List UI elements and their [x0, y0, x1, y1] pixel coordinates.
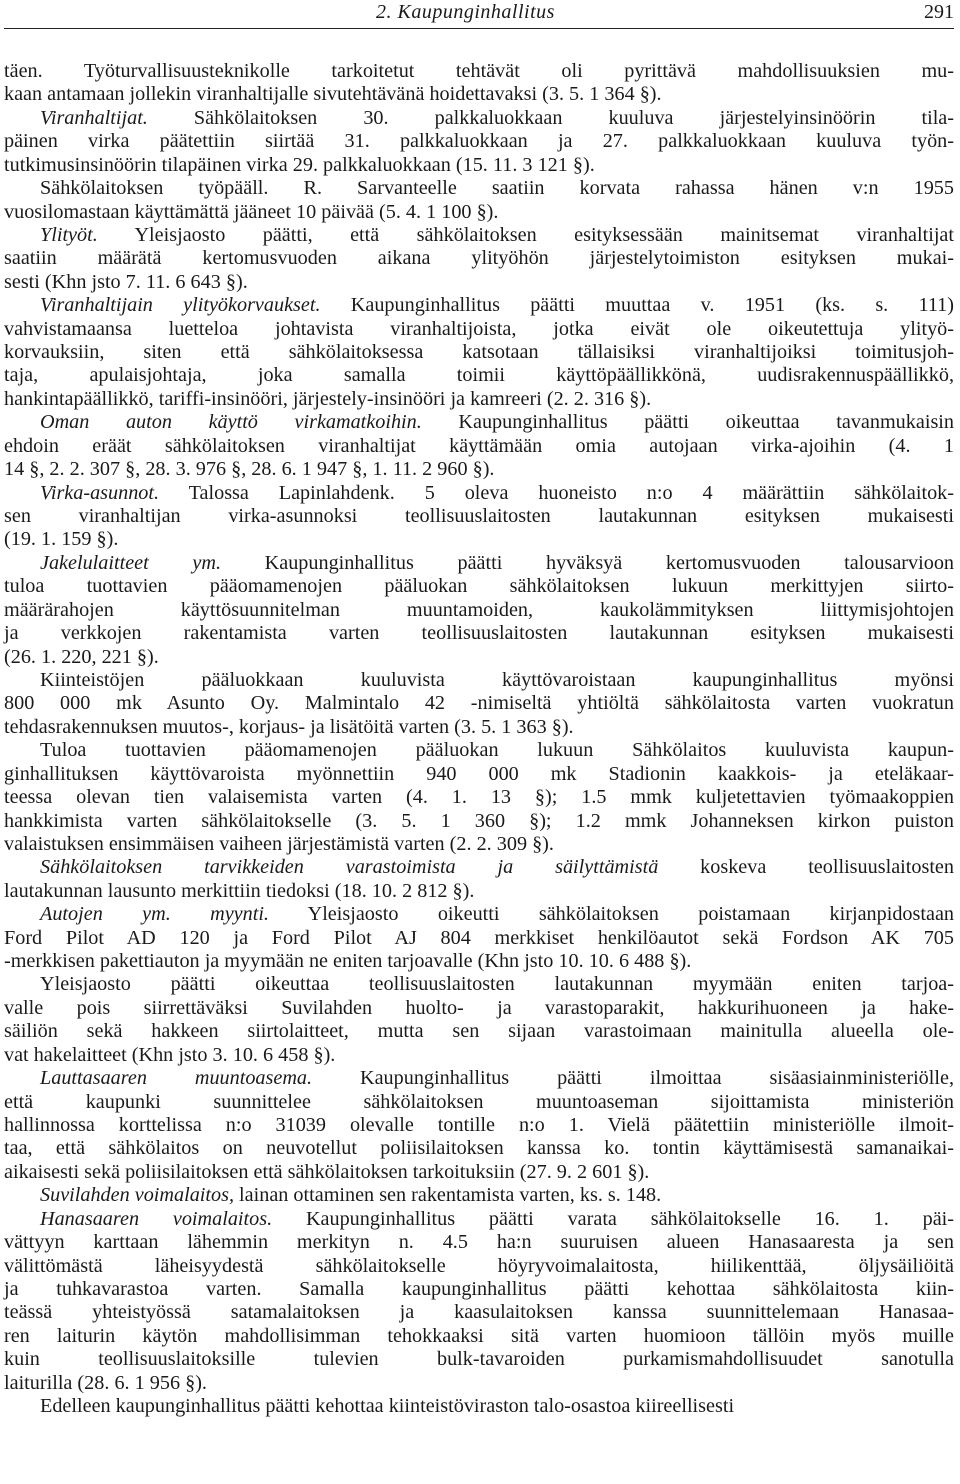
text-line [4, 1137, 954, 1160]
text-segment: aikaisesti sekä poliisilaitoksen että sähkölaitoksen tarkoituksiin (27. 9. 2 601 §). [4, 1160, 650, 1183]
text-line [4, 1091, 954, 1114]
text-segment: (26. 1. 220, 221 §). [4, 645, 159, 668]
text-line [4, 669, 954, 692]
text-line [4, 927, 954, 950]
text-line [4, 271, 954, 294]
text-line [4, 1348, 954, 1371]
text-segment: vuosilomastaan käyttämättä jääneet 10 päivää (5. 4. 1 100 §). [4, 200, 499, 223]
section-heading: Viranhaltijat. [40, 106, 148, 129]
text-segment: Kaupunginhallitus päätti ilmoittaa sisäasiainministeriölle, [312, 1067, 954, 1090]
text-line [4, 388, 954, 411]
text-line [4, 716, 954, 739]
text-line [4, 692, 954, 715]
text-segment: valle pois siirrettäväksi Suvilahden huolto- ja varastoparakit, hakkurihuoneen ja hake- [4, 996, 954, 1019]
text-segment: vat hakelaitteet (Khn jsto 3. 10. 6 458 §). [4, 1043, 336, 1066]
section-heading: Lauttasaaren muuntoasema. [40, 1067, 313, 1090]
text-segment: ginhallituksen käyttövaroista myönnettiin 940 000 mk Stadionin kaakkois- ja eteläkaar- [4, 762, 954, 785]
section-heading: Autojen ym. myynti. [40, 903, 269, 926]
text-line [4, 505, 954, 528]
text-segment: hallinnossa korttelissa n:o 31039 olevalle tontille n:o 1. Vielä päätettiin ministeriölle ilmoit- [4, 1113, 954, 1136]
text-segment: Talossa Lapinlahdenk. 5 oleva huoneisto n:o 4 määrättiin sähkölaitok- [159, 481, 954, 504]
text-line [4, 224, 954, 247]
text-line [4, 318, 954, 341]
text-line [4, 83, 954, 106]
text-segment: Kaupunginhallitus päätti varata sähkölaitokselle 16. 1. päi- [272, 1207, 954, 1230]
text-line [4, 997, 954, 1020]
text-line [4, 60, 954, 83]
document-page [4, 0, 955, 1418]
section-heading: Viranhaltijain ylityökorvaukset. [40, 294, 321, 317]
text-segment: kaan antamaan jollekin viranhaltijalle sivutehtävänä hoidettavaksi (3. 5. 1 364 §). [4, 83, 662, 106]
running-head: 2. Kaupunginhallitus [376, 1, 555, 23]
body-text [4, 60, 954, 1418]
section-heading: Sähkölaitoksen tarvikkeiden varastoimista ja säilyttämistä [40, 856, 659, 879]
text-line [4, 364, 954, 387]
text-segment: teessa olevan tien valaisemista varten (4. 1. 13 §); 1.5 mmk kuljetettavien työmaakoppien [4, 786, 954, 809]
text-segment: lainan ottaminen sen rakentamista varten, ks. s. 148. [234, 1184, 662, 1207]
text-segment: valaistuksen ensimmäisen vaiheen järjestämistä varten (2. 2. 309 §). [4, 832, 554, 855]
text-segment: ren laiturin käytön mahdollisimman tehokkaaksi sitä varten huomioon tällöin myös muille [4, 1324, 954, 1347]
text-segment: korvauksiin, siten että sähkölaitoksessa katsotaan tällaisiksi viranhaltijoiksi toimitusjoh- [4, 341, 954, 364]
text-segment: Ford Pilot AD 120 ja Ford Pilot AJ 804 merkkiset henkilöautot sekä Fordson AK 705 [4, 926, 954, 949]
text-segment: tuloa tuottavien pääomamenojen pääluokan sähkölaitoksen lukuun merkittyjen siirto- [4, 575, 954, 598]
text-line [4, 1161, 954, 1184]
text-segment: Sähkölaitoksen työpääll. R. Sarvanteelle saatiin korvata rahassa hänen v:n 1955 [40, 177, 954, 200]
text-line [4, 763, 954, 786]
text-line [4, 856, 954, 879]
text-segment: Sähkölaitoksen 30. palkkaluokkaan kuuluva järjestelyinsinöörin tila- [147, 106, 954, 129]
text-segment: 14 §, 2. 2. 307 §, 28. 3. 976 §, 28. 6. 1 947 §, 1. 11. 2 960 §). [4, 458, 495, 481]
text-line [4, 1325, 954, 1348]
text-line [4, 528, 954, 551]
text-segment: Yleisjaosto päätti, että sähkölaitoksen esityksessään mainitsemat viranhaltijat [97, 223, 954, 246]
text-line [4, 294, 954, 317]
text-segment: Yleisjaosto oikeutti sähkölaitoksen poistamaan kirjanpidostaan [268, 903, 954, 926]
text-line [4, 341, 954, 364]
text-segment: Kaupunginhallitus päätti hyväksyä kertomusvuoden talousarvioon [221, 551, 955, 574]
page-number: 291 [924, 1, 954, 23]
text-segment: päinen virka päätettiin siirtää 31. palkkaluokkaan ja 27. palkkaluokkaan kuuluva työn- [4, 130, 954, 153]
text-segment: koskeva teollisuuslaitosten [658, 856, 954, 879]
text-line [4, 411, 954, 434]
text-line [4, 833, 954, 856]
section-heading: Oman auton käyttö virkamatkoihin. [40, 411, 422, 434]
text-line [4, 1231, 954, 1254]
text-line [4, 1372, 954, 1395]
text-segment: tutkimusinsinöörin tilapäinen virka 29. palkkaluokkaan (15. 11. 3 121 §). [4, 153, 595, 176]
text-line [4, 482, 954, 505]
text-segment: taa, että sähkölaitos on neuvotellut poliisilaitoksen kanssa ko. tontin käyttämisestä samanaikai- [4, 1137, 954, 1160]
text-segment: Kaupunginhallitus päätti muuttaa v. 1951 (ks. s. 111) [320, 294, 955, 317]
text-line [4, 1208, 954, 1231]
text-line [4, 903, 954, 926]
text-segment: -merkkisen pakettiauton ja myymään ne eniten tarjoavalle (Khn jsto 10. 10. 6 488 §). [4, 950, 692, 973]
text-line [4, 1184, 954, 1207]
text-line [4, 973, 954, 996]
text-segment: vahvistamaansa luetteloa johtavista viranhaltijoista, jotka eivät ole oikeutettuja ylityö- [4, 317, 954, 340]
text-line [4, 458, 954, 481]
text-segment: määrärahojen käyttösuunnitelman muuntamoiden, kaukolämmityksen liittymisjohtojen [4, 598, 954, 621]
text-segment: hankintapäällikkö, tariffi-insinööri, järjestely-insinööri ja kamreeri (2. 2. 316 §). [4, 387, 652, 410]
text-line [4, 622, 954, 645]
text-segment: lautakunnan lausunto merkittiin tiedoksi (18. 10. 2 812 §). [4, 879, 475, 902]
text-segment: ja verkkojen rakentamista varten teollisuuslaitosten lautakunnan esityksen mukaisesti [4, 622, 954, 645]
text-segment: Kiinteistöjen pääluokkaan kuuluvista käyttövaroistaan kaupunginhallitus myönsi [40, 668, 954, 691]
text-line [4, 599, 954, 622]
text-segment: 800 000 mk Asunto Oy. Malmintalo 42 -nimiseltä yhtiöltä sähkölaitosta varten vuokratun [4, 692, 954, 715]
text-line [4, 130, 954, 153]
text-line [4, 950, 954, 973]
text-line [4, 247, 954, 270]
text-line [4, 154, 954, 177]
text-line [4, 1301, 954, 1324]
section-heading: Jakelulaitteet ym. [40, 551, 221, 574]
page-header [4, 0, 954, 46]
section-heading: Suvilahden voimalaitos, [40, 1184, 234, 1207]
text-segment: sesti (Khn jsto 7. 11. 6 643 §). [4, 270, 248, 293]
text-segment: Tuloa tuottavien pääomamenojen pääluokan lukuun Sähkölaitos kuuluvista kaupun- [40, 739, 954, 762]
text-line [4, 810, 954, 833]
section-heading: Ylityöt. [40, 223, 98, 246]
text-segment: täen. Työturvallisuusteknikolle tarkoitetut tehtävät oli pyrittävä mahdollisuuksien mu- [4, 60, 954, 82]
text-segment: teässä yhteistyössä satamalaitoksen ja kaasulaitoksen kanssa suunnittelemaan Hanasaa- [4, 1301, 954, 1324]
text-line [4, 880, 954, 903]
text-line [4, 107, 954, 130]
text-line [4, 739, 954, 762]
text-line [4, 1395, 954, 1418]
text-line [4, 201, 954, 224]
text-segment: kuin teollisuuslaitoksille tulevien bulk-tavaroiden purkamismahdollisuudet sanotulla [4, 1348, 954, 1371]
text-segment: Edelleen kaupunginhallitus päätti kehottaa kiinteistöviraston talo-osastoa kiireellisesti [40, 1395, 735, 1418]
text-segment: sen viranhaltijan virka-asunnoksi teollisuuslaitosten lautakunnan esityksen mukaisesti [4, 505, 954, 528]
text-line [4, 786, 954, 809]
text-line [4, 177, 954, 200]
text-line [4, 575, 954, 598]
text-segment: saatiin määrätä kertomusvuoden aikana ylityöhön järjestelytoimiston esityksen mukai- [4, 247, 954, 270]
text-line [4, 1020, 954, 1043]
text-line [4, 1278, 954, 1301]
text-line [4, 1114, 954, 1137]
text-segment: tehdasrakennuksen muutos-, korjaus- ja lisätöitä varten (3. 5. 1 363 §). [4, 715, 574, 738]
text-line [4, 435, 954, 458]
text-segment: välittömästä läheisyydestä sähkölaitokselle höyryvoimalaitosta, hiilikenttää, öljysäiliöitä [4, 1254, 954, 1277]
text-segment: säiliön sekä hakkeen siirtolaitteet, mutta sen sijaan varastoimaan mainitulla alueella ole- [4, 1020, 954, 1043]
text-line [4, 1255, 954, 1278]
section-heading: Virka-asunnot. [40, 481, 160, 504]
text-segment: laiturilla (28. 6. 1 956 §). [4, 1371, 207, 1394]
text-line [4, 1044, 954, 1067]
text-segment: että kaupunki suunnittelee sähkölaitoksen muuntoaseman sijoittamista ministeriön [4, 1090, 954, 1113]
text-segment: ehdoin eräät sähkölaitoksen viranhaltijat käyttämään omia autojaan virka-ajoihin (4. 1 [4, 434, 954, 457]
text-line [4, 646, 954, 669]
text-segment: Kaupunginhallitus päätti oikeuttaa tavanmukaisin [421, 411, 954, 434]
section-heading: Hanasaaren voimalaitos. [40, 1207, 273, 1230]
text-segment: vättyyn karttaan lähemmin merkityn n. 4.5 ha:n suuruisen alueen Hanasaaresta ja sen [4, 1231, 954, 1254]
text-segment: (19. 1. 159 §). [4, 528, 119, 551]
text-segment: taja, apulaisjohtaja, joka samalla toimii käyttöpäällikkönä, uudisrakennuspäällikkö, [4, 364, 954, 387]
text-segment: Yleisjaosto päätti oikeuttaa teollisuuslaitosten lautakunnan myymään eniten tarjoa- [40, 973, 954, 996]
text-line [4, 552, 954, 575]
header-rule [4, 28, 954, 29]
text-segment: hankkimista varten sähkölaitokselle (3. 5. 1 360 §); 1.2 mmk Johanneksen kirkon puiston [4, 809, 954, 832]
text-line [4, 1067, 954, 1090]
text-segment: ja tuhkavarastoa varten. Samalla kaupunginhallitus päätti kehottaa sähkölaitosta kiin- [4, 1277, 954, 1300]
